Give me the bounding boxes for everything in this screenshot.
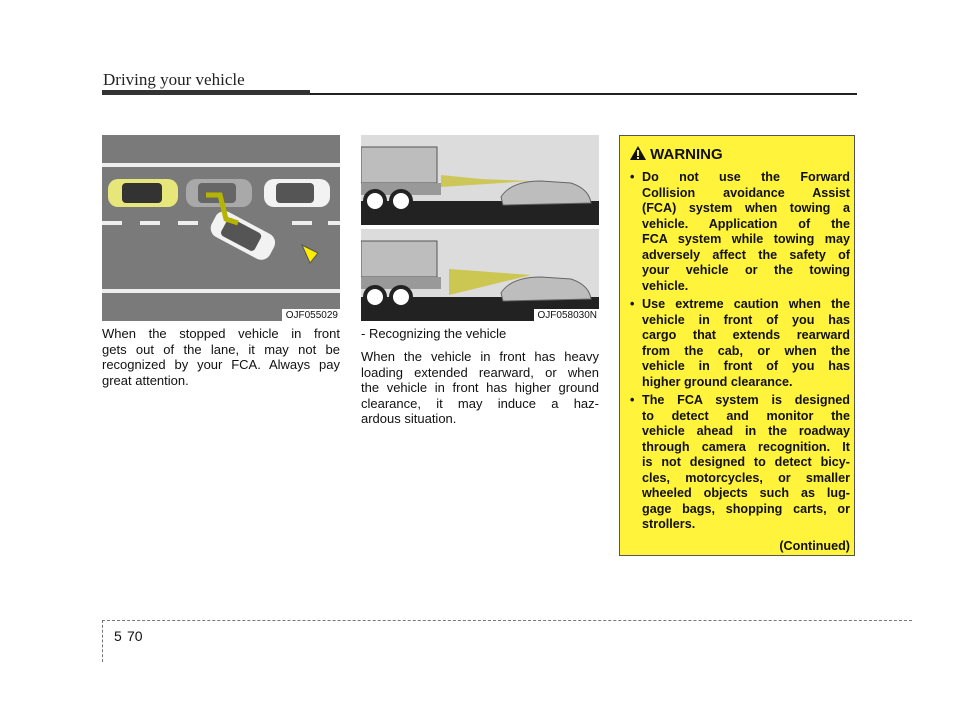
text-line: Collision avoidance Assist bbox=[642, 185, 850, 200]
text-line: clearance, it may induce a haz- bbox=[361, 395, 599, 411]
text-line: vehicle. Application of the bbox=[642, 216, 850, 231]
bullet-icon: • bbox=[630, 170, 635, 184]
text-line: gage bags, shopping carts, or bbox=[642, 501, 850, 516]
warning-title bbox=[630, 146, 723, 163]
lane-change-illustration bbox=[102, 135, 340, 321]
road-cars-image bbox=[102, 135, 340, 321]
text-line: is not designed to detect bicy- bbox=[642, 455, 850, 469]
text-line: the vehicle in front has higher ground bbox=[361, 380, 599, 395]
text-line: FCA system while towing may bbox=[642, 232, 850, 246]
text-line: The FCA system is designed bbox=[642, 393, 850, 407]
text-line: cles, motorcycles, or smaller bbox=[642, 470, 850, 485]
footer-divider bbox=[102, 620, 103, 662]
text-line: strollers. bbox=[642, 517, 696, 531]
text-line: When the stopped vehicle in front bbox=[102, 326, 340, 341]
truck-cargo-illustration bbox=[361, 135, 599, 321]
text-line: to detect and monitor the bbox=[642, 408, 850, 423]
figure-code: OJF055029 bbox=[282, 309, 340, 321]
left-paragraph bbox=[102, 326, 340, 388]
text-line: ardous situation. bbox=[361, 411, 457, 426]
warning-triangle-icon bbox=[630, 146, 646, 160]
text-line: recognized by your FCA. Always pay bbox=[102, 357, 340, 372]
text-line: from the cab, or when the bbox=[642, 343, 850, 358]
warning-box bbox=[619, 135, 855, 556]
text-line: cargo that extends rearward bbox=[642, 328, 850, 342]
text-line: vehicle ahead in the roadway bbox=[642, 424, 850, 438]
text-line: gets out of the lane, it may not be bbox=[102, 341, 340, 357]
text-line: adversely affect the safety of bbox=[642, 247, 850, 262]
text-line: (FCA) system when towing a bbox=[642, 201, 850, 215]
mid-paragraph bbox=[361, 349, 599, 427]
text-line: loading extended rearward, or when bbox=[361, 364, 599, 380]
header-rule bbox=[310, 93, 857, 95]
figure-code: OJF058030N bbox=[534, 309, 599, 321]
warning-bullet bbox=[628, 393, 850, 533]
warning-bullet bbox=[628, 297, 850, 390]
text-line: great attention. bbox=[102, 372, 189, 388]
text-line: vehicle in front of you has bbox=[642, 312, 850, 327]
page-number: 70 bbox=[127, 628, 143, 644]
section-number: 5 bbox=[114, 628, 122, 644]
text-line: Use extreme caution when the bbox=[642, 297, 850, 311]
warning-body bbox=[628, 170, 850, 554]
text-line: wheeled objects such as lug- bbox=[642, 486, 850, 500]
continued-label: (Continued) bbox=[779, 538, 850, 553]
bullet-icon: • bbox=[630, 393, 635, 407]
warning-bullet bbox=[628, 170, 850, 294]
truck-car-image bbox=[361, 135, 599, 321]
text-line: your vehicle or the towing bbox=[642, 263, 850, 277]
text-line: When the vehicle in front has heavy bbox=[361, 349, 599, 364]
mid-subheading: - Recognizing the vehicle bbox=[361, 326, 507, 341]
text-line: higher ground clearance. bbox=[642, 374, 793, 389]
text-line: Do not use the Forward bbox=[642, 170, 850, 184]
text-line: vehicle. bbox=[642, 278, 689, 293]
warning-title-text: WARNING bbox=[650, 146, 723, 163]
footer-rule bbox=[102, 620, 912, 621]
text-line: vehicle in front of you has bbox=[642, 359, 850, 373]
text-line: through camera recognition. It bbox=[642, 439, 850, 454]
section-title: Driving your vehicle bbox=[103, 70, 245, 89]
header-bar bbox=[102, 90, 310, 95]
bullet-icon: • bbox=[630, 297, 635, 311]
